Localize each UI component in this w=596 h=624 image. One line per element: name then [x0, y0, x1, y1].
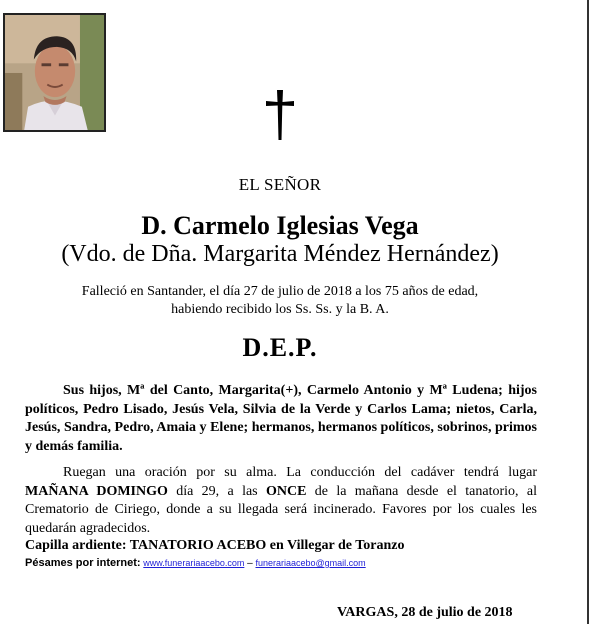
requests-day: MAÑANA DOMINGO: [25, 483, 168, 499]
right-border-line: [587, 0, 589, 624]
requests-hour: ONCE: [265, 483, 307, 499]
deceased-name: D. Carmelo Iglesias Vega: [141, 211, 419, 240]
deceased-portrait-photo: [3, 13, 106, 132]
widow-of-line: (Vdo. de Dña. Margarita Méndez Hernández): [61, 241, 499, 267]
condolences-label: Pésames por internet:: [25, 557, 141, 569]
link-separator: –: [244, 558, 256, 569]
title-el-senor: EL SEÑOR: [238, 175, 322, 194]
requests-text-3: de la mañana desde el tanatorio, al Crematorio de Ciriego, donde a su llegada será incinerado. Favores por los cuales les quedarán agradecidos.: [25, 483, 537, 536]
death-info-line-1: Falleció en Santander, el día 27 de julio de 2018 a los 75 años de edad,: [81, 284, 479, 299]
requests-text-2: día 29, a las: [167, 483, 266, 499]
death-info-line-2: habiendo recibido los Ss. Ss. y la B. A.: [171, 302, 389, 317]
email-link[interactable]: funerariaacebo@gmail.com: [255, 558, 366, 568]
place-date-signature: VARGAS, 28 de julio de 2018: [337, 605, 513, 620]
requests-text-1: Ruegan una oración por su alma. La conducción del cadáver tendrá lugar: [63, 465, 537, 480]
website-link[interactable]: www.funerariaacebo.com: [143, 558, 245, 568]
condolences-line: [25, 557, 366, 569]
family-paragraph: Sus hijos, Mª del Canto, Margarita(+), Carmelo Antonio y Mª Ludena; hijos políticos, Pedro Lisado, Jesús Vela, Silvia de la Verde y Carlos Lama; nietos, Carla, Jesús, Sandra, Pedro, Amaia y Elene; hermanos, hermanos políticos, sobrinos, primos y demás familia.: [25, 383, 537, 454]
chapel-info: Capilla ardiente: TANATORIO ACEBO en Villegar de Toranzo: [25, 538, 405, 553]
requests-paragraph: [25, 464, 537, 538]
dep-heading: D.E.P.: [242, 333, 318, 362]
latin-cross-icon: [263, 88, 297, 142]
